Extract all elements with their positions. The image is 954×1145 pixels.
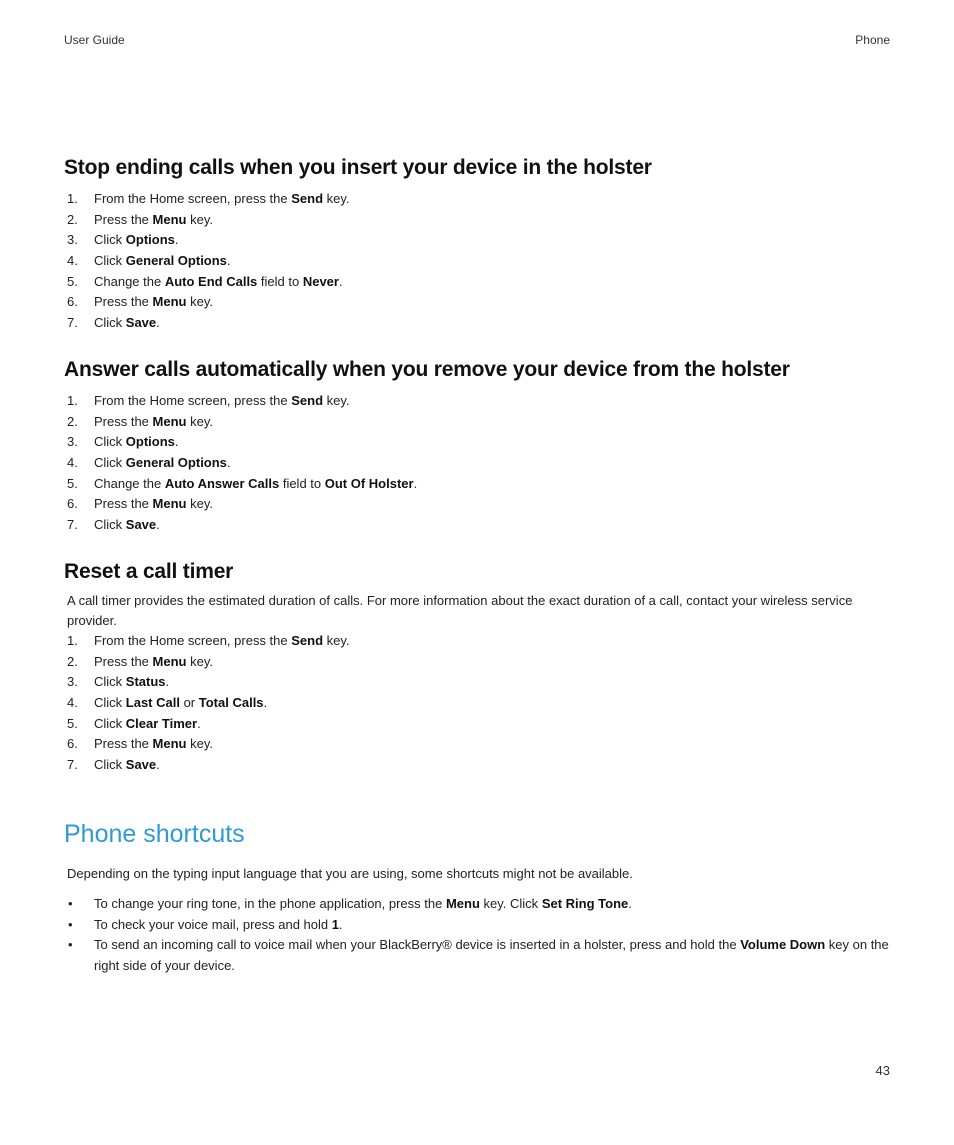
step-text: Change the (94, 273, 165, 289)
step-keyword: Options (125, 232, 175, 248)
step-text: field to (257, 273, 303, 289)
section-title-holster-answer: Answer calls automatically when you remove your device from the holster (64, 358, 790, 381)
step-item (64, 474, 417, 495)
step-number: 2. (67, 653, 78, 669)
shortcuts-list (64, 894, 894, 977)
shortcuts-intro: Depending on the typing input language that you are using, some shortcuts might not be available. (67, 866, 633, 881)
running-header-left: User Guide (64, 33, 125, 47)
step-keyword: Status (125, 674, 166, 690)
shortcut-item (64, 915, 894, 936)
shortcut-text: To send an incoming call to voice mail when your BlackBerry® device is inserted in a holster, press and hold the (94, 937, 741, 953)
step-item (64, 652, 350, 673)
step-keyword: Clear Timer (125, 715, 198, 731)
step-text: . (156, 315, 160, 331)
step-item (64, 210, 350, 231)
step-number: 7. (67, 315, 78, 331)
step-item (64, 313, 350, 334)
section-title-holster-end: Stop ending calls when you insert your device in the holster (64, 156, 652, 179)
shortcut-keyword: 1 (331, 916, 339, 932)
step-number: 5. (67, 715, 78, 731)
step-item (64, 292, 350, 313)
step-text: Press the (94, 653, 153, 669)
step-text: Press the (94, 736, 153, 752)
step-text: Click (94, 253, 126, 269)
running-header-right: Phone (855, 33, 890, 47)
step-item (64, 391, 417, 412)
step-keyword: Total Calls (198, 695, 264, 711)
step-number: 3. (67, 434, 78, 450)
step-keyword: Send (291, 633, 324, 648)
step-item (64, 755, 350, 776)
step-text: Click (94, 455, 126, 471)
step-keyword: Menu (152, 496, 187, 512)
step-keyword: Menu (152, 653, 187, 669)
step-text: . (174, 434, 179, 450)
shortcut-keyword: Volume Down (740, 937, 826, 953)
step-text: Press the (94, 413, 153, 429)
step-item (64, 412, 417, 433)
step-text: Click (94, 757, 126, 773)
step-item (64, 693, 350, 714)
step-text: . (226, 253, 231, 269)
step-text: key. (323, 393, 350, 408)
step-text: From the Home screen, press the (94, 191, 292, 206)
step-item (64, 714, 350, 735)
step-keyword: Send (291, 191, 324, 206)
step-number: 4. (67, 253, 78, 269)
step-number: 1. (67, 633, 78, 648)
bullet-icon: • (68, 896, 73, 911)
section-title-phone-shortcuts: Phone shortcuts (64, 820, 245, 848)
step-keyword: Menu (152, 413, 187, 429)
step-text: Click (94, 715, 126, 731)
step-text: From the Home screen, press the (94, 393, 292, 408)
section-title-call-timer: Reset a call timer (64, 560, 234, 583)
step-text: or (179, 695, 199, 711)
step-keyword: Never (302, 273, 339, 289)
shortcut-text: key on the right side of your device. (94, 937, 889, 974)
step-item (64, 251, 350, 272)
step-text: Change the (94, 475, 165, 491)
step-number: 5. (67, 475, 78, 491)
step-text: Click (94, 434, 126, 450)
step-text: key. (323, 633, 350, 648)
step-text: . (338, 273, 343, 289)
shortcut-text: key. Click (479, 896, 542, 911)
step-text: . (174, 232, 179, 248)
step-item (64, 432, 417, 453)
step-keyword: Options (125, 434, 175, 450)
shortcut-text: . (628, 896, 632, 911)
step-text: Click (94, 232, 126, 248)
step-text: Click (94, 695, 126, 711)
step-text: key. (186, 736, 213, 752)
step-text: Click (94, 315, 126, 331)
bullet-icon: • (68, 916, 73, 932)
step-text: key. (186, 653, 213, 669)
step-text: . (197, 715, 201, 731)
step-text: . (156, 517, 160, 533)
step-keyword: Menu (152, 211, 187, 227)
steps-list-holster-answer (64, 391, 417, 536)
step-keyword: Menu (152, 294, 187, 310)
step-number: 4. (67, 455, 78, 471)
step-text: From the Home screen, press the (94, 633, 292, 648)
shortcut-text: . (338, 916, 343, 932)
step-text: key. (186, 211, 213, 227)
step-text: key. (186, 496, 213, 512)
step-number: 5. (67, 273, 78, 289)
step-item (64, 453, 417, 474)
step-item (64, 631, 350, 652)
step-text: key. (186, 294, 213, 310)
step-item (64, 230, 350, 251)
steps-list-holster-end (64, 189, 350, 334)
step-keyword: Last Call (125, 695, 180, 711)
shortcut-text: To check your voice mail, press and hold (94, 916, 332, 932)
step-item (64, 672, 350, 693)
step-text: Press the (94, 496, 153, 512)
step-number: 4. (67, 695, 78, 711)
step-number: 7. (67, 517, 78, 533)
step-number: 2. (67, 211, 78, 227)
step-keyword: Auto Answer Calls (164, 475, 280, 491)
shortcut-item (64, 935, 894, 976)
step-number: 1. (67, 191, 78, 206)
shortcut-text: To change your ring tone, in the phone application, press the (94, 896, 446, 911)
step-text: Press the (94, 211, 153, 227)
steps-list-call-timer (64, 631, 350, 776)
step-keyword: Send (291, 393, 324, 408)
step-keyword: Menu (152, 736, 187, 752)
step-number: 3. (67, 674, 78, 690)
step-keyword: Save (125, 757, 157, 773)
step-item (64, 189, 350, 210)
shortcut-keyword: Set Ring Tone (541, 896, 629, 911)
step-keyword: Out Of Holster (324, 475, 414, 491)
step-item (64, 272, 350, 293)
step-text: . (156, 757, 160, 773)
step-item (64, 515, 417, 536)
step-text: field to (279, 475, 325, 491)
step-number: 2. (67, 413, 78, 429)
step-item (64, 734, 350, 755)
step-text: Click (94, 674, 126, 690)
page-number: 43 (875, 1063, 890, 1078)
step-text: . (263, 695, 268, 711)
step-text: . (165, 674, 170, 690)
step-text: . (413, 475, 418, 491)
step-keyword: General Options (125, 253, 227, 269)
shortcut-keyword: Menu (445, 896, 480, 911)
step-number: 3. (67, 232, 78, 248)
step-keyword: Save (125, 517, 157, 533)
step-keyword: General Options (125, 455, 227, 471)
shortcut-item (64, 894, 894, 915)
step-item (64, 494, 417, 515)
step-text: Press the (94, 294, 153, 310)
bullet-icon: • (68, 937, 73, 953)
step-number: 6. (67, 736, 78, 752)
step-number: 7. (67, 757, 78, 773)
step-number: 1. (67, 393, 78, 408)
call-timer-intro: A call timer provides the estimated duration of calls. For more information about the exact duration of a call, contact your wireless service provider. (67, 593, 853, 628)
step-text: key. (186, 413, 213, 429)
step-text: key. (323, 191, 350, 206)
step-keyword: Save (125, 315, 157, 331)
step-text: . (226, 455, 231, 471)
step-keyword: Auto End Calls (164, 273, 258, 289)
step-number: 6. (67, 294, 78, 310)
step-number: 6. (67, 496, 78, 512)
step-text: Click (94, 517, 126, 533)
